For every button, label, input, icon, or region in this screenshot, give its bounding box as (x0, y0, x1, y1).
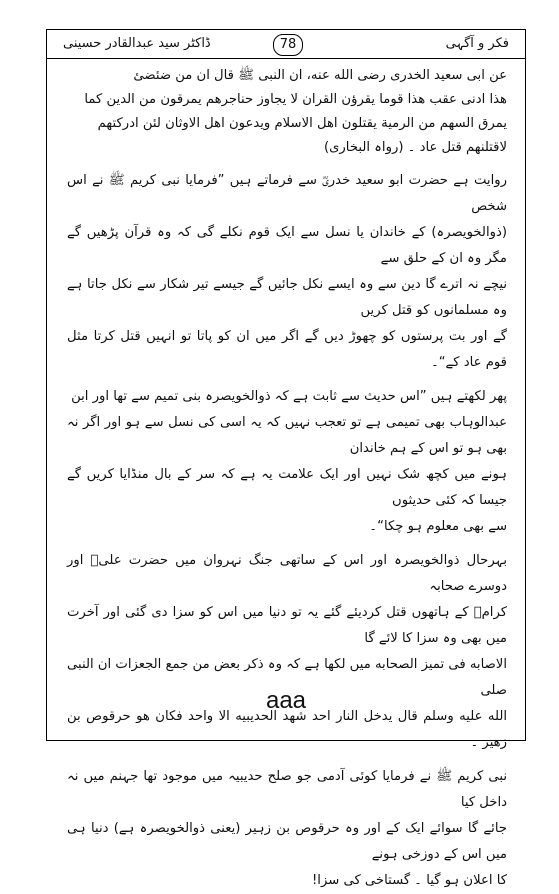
page-body (67, 64, 507, 894)
text-line: جائے گا سوائے ایک کے اور وہ حرقوص بن زہیر (یعنی ذوالخویصرہ ہے) دنیا ہی میں اس کے دوزخی ہونے (67, 821, 507, 862)
paragraph-1 (67, 168, 507, 376)
text-line: ہونے میں کچھ شک نہیں اور ایک علامت یہ ہے کہ سر کے بال منڈایا کریں گے جیسا کہ کئی حدیثوں (67, 467, 507, 508)
text-line: الله علیه وسلم قال یدخل النار احد شهد الحدیبیه الا واحد فکان هو حرقوص بن زهیر ۔ (67, 709, 507, 750)
paragraph-4 (67, 764, 507, 894)
text-line: کرامؓ کے ہاتھوں قتل کردیئے گئے یہ تو دنیا میں اس کو سزا دی گئی اور آخرت میں بھی وہ سزا کا لائے گا (67, 605, 507, 646)
header-rule (47, 58, 525, 59)
text-line: گے اور بت پرستوں کو چھوڑ دیں گے اگر میں ان کو پاتا تو انہیں قتل کرتا مثل قوم عاد کے“۔ (67, 329, 507, 370)
text-line: سے بھی معلوم ہو چکا“۔ (369, 519, 507, 534)
text-line: بہرحال ذوالخویصرہ اور اس کے ساتھی جنگ نہروان میں حضرت علیؓ اور دوسرے صحابہ (67, 553, 507, 594)
text-line: (ذوالخویصرہ) کے خاندان یا نسل سے ایک قوم نکلے گی کہ وہ قرآن پڑھیں گے مگر وہ ان کے حلق سے (67, 225, 507, 266)
page-number: 78 (273, 34, 303, 56)
arabic-hadith (67, 64, 507, 160)
book-title: فکر و آگہی (445, 36, 509, 51)
text-line: هذا ادنی عقب هذا قوما یقرؤن القران لا یجاوز حناجرهم یمرقون من الدین کما (84, 92, 507, 107)
paragraph-3 (67, 548, 507, 756)
text-line: روایت ہے حضرت ابو سعید خدریؓ سے فرماتے ہیں ”فرمایا نبی کریم ﷺ نے اس شخص (67, 173, 507, 214)
author-name: ڈاکٹر سید عبدالقادر حسینی (63, 36, 211, 51)
text-line: الاصابه فی تمیز الصحابه میں لکھا ہے کہ وہ ذکر بعض من جمع الجعزات ان النبی صلی (67, 657, 507, 698)
text-line: یمرق السهم من الرمیة یقتلون اهل الاسلام ویدعون اهل الاوثان لئن ادرکتهم (97, 116, 507, 131)
text-line: پھر لکھتے ہیں ”اس حدیث سے ثابت ہے کہ ذوالخویصرہ بنی تمیم سے تھا اور ابن (71, 389, 507, 404)
paragraph-2 (67, 384, 507, 540)
text-line: کا اعلان ہو گیا ۔ گستاخی کی سزا! (312, 873, 507, 888)
page-frame (46, 29, 526, 888)
text-line: عن ابی سعید الخدری رضی الله عنه، ان النبی ﷺ قال ان من ضئضئ (133, 68, 507, 83)
text-line: عبدالوہاب بھی تمیمی ہے تو تعجب نہیں کہ یہ اسی کی نسل سے ہو اور اگر نہ بھی ہو تو اس کے ہم خاندان (67, 415, 507, 456)
footer-mark: aaa (265, 687, 307, 714)
text-line: نبی کریم ﷺ نے فرمایا کوئی آدمی جو صلح حدیبیہ میں موجود تھا جہنم میں نہ داخل کیا (67, 769, 507, 810)
text-line: لاقتلنهم قتل عاد ۔ (رواہ البخاری) (323, 140, 507, 155)
text-line: نیچے نہ اترے گا دین سے وہ ایسے نکل جائیں گے جیسے تیر شکار سے نکل جاتا ہے وہ مسلمانوں کو قتل کریں (67, 277, 507, 318)
